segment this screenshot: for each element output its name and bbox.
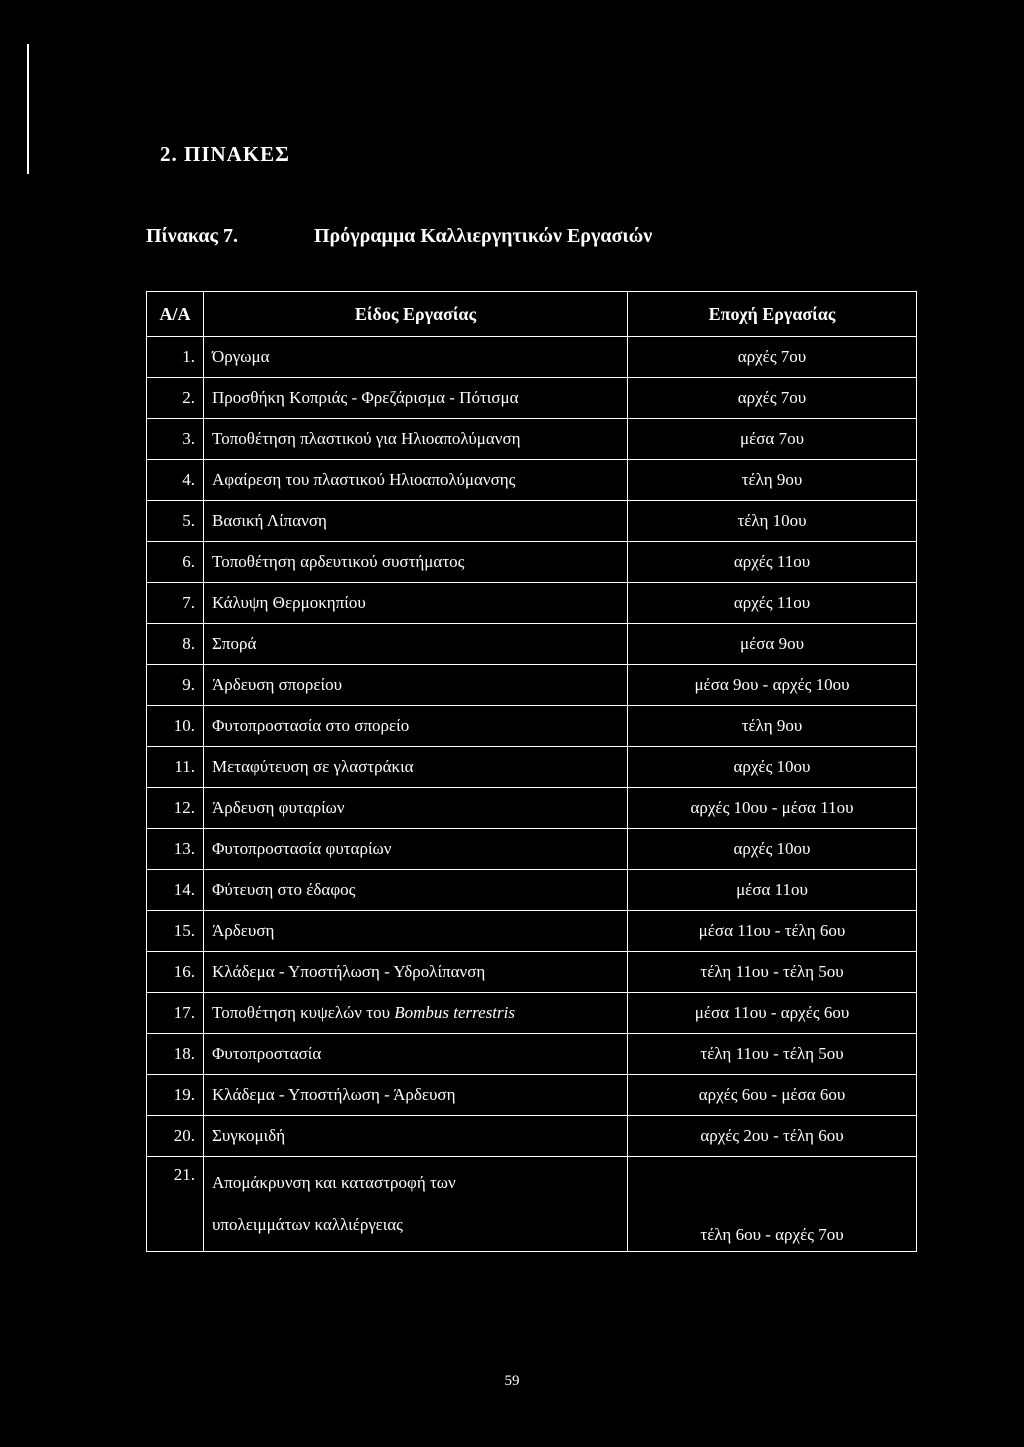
task-cell [204,1157,628,1252]
task-cell: Όργωμα [204,337,628,378]
row-number: 21. [147,1157,204,1252]
row-number: 7. [147,583,204,624]
table-row [147,870,917,911]
table-row [147,501,917,542]
season-cell: μέσα 9ου - αρχές 10ου [628,665,917,706]
table-row [147,624,917,665]
table-row [147,1034,917,1075]
row-number: 17. [147,993,204,1034]
season-cell: τέλη 10ου [628,501,917,542]
season-cell: αρχές 2ου - τέλη 6ου [628,1116,917,1157]
row-number: 13. [147,829,204,870]
season-cell: μέσα 9ου [628,624,917,665]
row-number: 8. [147,624,204,665]
task-cell: Τοποθέτηση πλαστικού για Ηλιοαπολύμανση [204,419,628,460]
table-row [147,337,917,378]
task-cell: Κλάδεμα - Υποστήλωση - Υδρολίπανση [204,952,628,993]
row-number: 18. [147,1034,204,1075]
task-text: Απομάκρυνση και καταστροφή των [212,1173,456,1192]
season-cell: τέλη 11ου - τέλη 5ου [628,1034,917,1075]
header-aa: Α/Α [147,292,204,337]
task-cell: Τοποθέτηση αρδευτικού συστήματος [204,542,628,583]
table-row [147,829,917,870]
task-text-line2: υπολειμμάτων καλλιέργειας [212,1215,403,1234]
table-row [147,665,917,706]
season-cell: μέσα 11ου [628,870,917,911]
table-caption [146,225,652,248]
task-cell: Βασική Λίπανση [204,501,628,542]
row-number: 3. [147,419,204,460]
cultivation-schedule-table [146,291,917,1252]
season-cell: αρχές 10ου - μέσα 11ου [628,788,917,829]
row-number: 9. [147,665,204,706]
row-number: 4. [147,460,204,501]
row-number: 12. [147,788,204,829]
table-title: Πρόγραμμα Καλλιεργητικών Εργασιών [314,225,653,247]
season-cell: μέσα 7ου [628,419,917,460]
task-cell: Άρδευση [204,911,628,952]
row-number: 6. [147,542,204,583]
table-row [147,788,917,829]
season-cell: αρχές 6ου - μέσα 6ου [628,1075,917,1116]
task-cell: Μεταφύτευση σε γλαστράκια [204,747,628,788]
season-cell: αρχές 10ου [628,747,917,788]
table-number: Πίνακας 7. [146,225,238,247]
task-text: Τοποθέτηση κυψελών του [212,1003,390,1022]
table-body [147,337,917,1252]
row-number: 10. [147,706,204,747]
season-cell: τέλη 9ου [628,460,917,501]
table-row [147,542,917,583]
table-row [147,952,917,993]
header-task: Είδος Εργασίας [204,292,628,337]
table-row [147,1116,917,1157]
season-cell: αρχές 7ου [628,378,917,419]
season-cell: τέλη 6ου - αρχές 7ου [628,1157,917,1252]
row-number: 15. [147,911,204,952]
season-cell: αρχές 10ου [628,829,917,870]
table-row [147,1157,917,1252]
table-header-row [147,292,917,337]
season-cell: τέλη 9ου [628,706,917,747]
task-cell [204,993,628,1034]
table-row [147,583,917,624]
row-number: 19. [147,1075,204,1116]
task-cell: Σπορά [204,624,628,665]
table-row [147,1075,917,1116]
task-cell: Κάλυψη Θερμοκηπίου [204,583,628,624]
task-cell: Άρδευση φυταρίων [204,788,628,829]
margin-line [27,44,29,174]
table-row [147,993,917,1034]
row-number: 2. [147,378,204,419]
row-number: 14. [147,870,204,911]
task-cell: Προσθήκη Κοπριάς - Φρεζάρισμα - Πότισμα [204,378,628,419]
season-cell: μέσα 11ου - αρχές 6ου [628,993,917,1034]
page-number: 59 [504,1373,520,1389]
season-cell: τέλη 11ου - τέλη 5ου [628,952,917,993]
season-cell: αρχές 7ου [628,337,917,378]
season-cell: μέσα 11ου - τέλη 6ου [628,911,917,952]
row-number: 16. [147,952,204,993]
row-number: 1. [147,337,204,378]
task-cell: Φυτοπροστασία [204,1034,628,1075]
table-row [147,378,917,419]
task-cell: Άρδευση σπορείου [204,665,628,706]
task-cell: Κλάδεμα - Υποστήλωση - Άρδευση [204,1075,628,1116]
task-cell: Φύτευση στο έδαφος [204,870,628,911]
task-cell: Φυτοπροστασία φυταρίων [204,829,628,870]
row-number: 20. [147,1116,204,1157]
table-row [147,460,917,501]
section-title: 2. ΠΙΝΑΚΕΣ [160,142,290,166]
table-row [147,706,917,747]
row-number: 5. [147,501,204,542]
table-row [147,419,917,460]
season-cell: αρχές 11ου [628,583,917,624]
table-row [147,911,917,952]
season-cell: αρχές 11ου [628,542,917,583]
header-season: Εποχή Εργασίας [628,292,917,337]
task-species: Bombus terrestris [394,1003,515,1022]
table-row [147,747,917,788]
task-cell: Αφαίρεση του πλαστικού Ηλιοαπολύμανσης [204,460,628,501]
task-cell: Συγκομιδή [204,1116,628,1157]
task-cell: Φυτοπροστασία στο σπορείο [204,706,628,747]
row-number: 11. [147,747,204,788]
